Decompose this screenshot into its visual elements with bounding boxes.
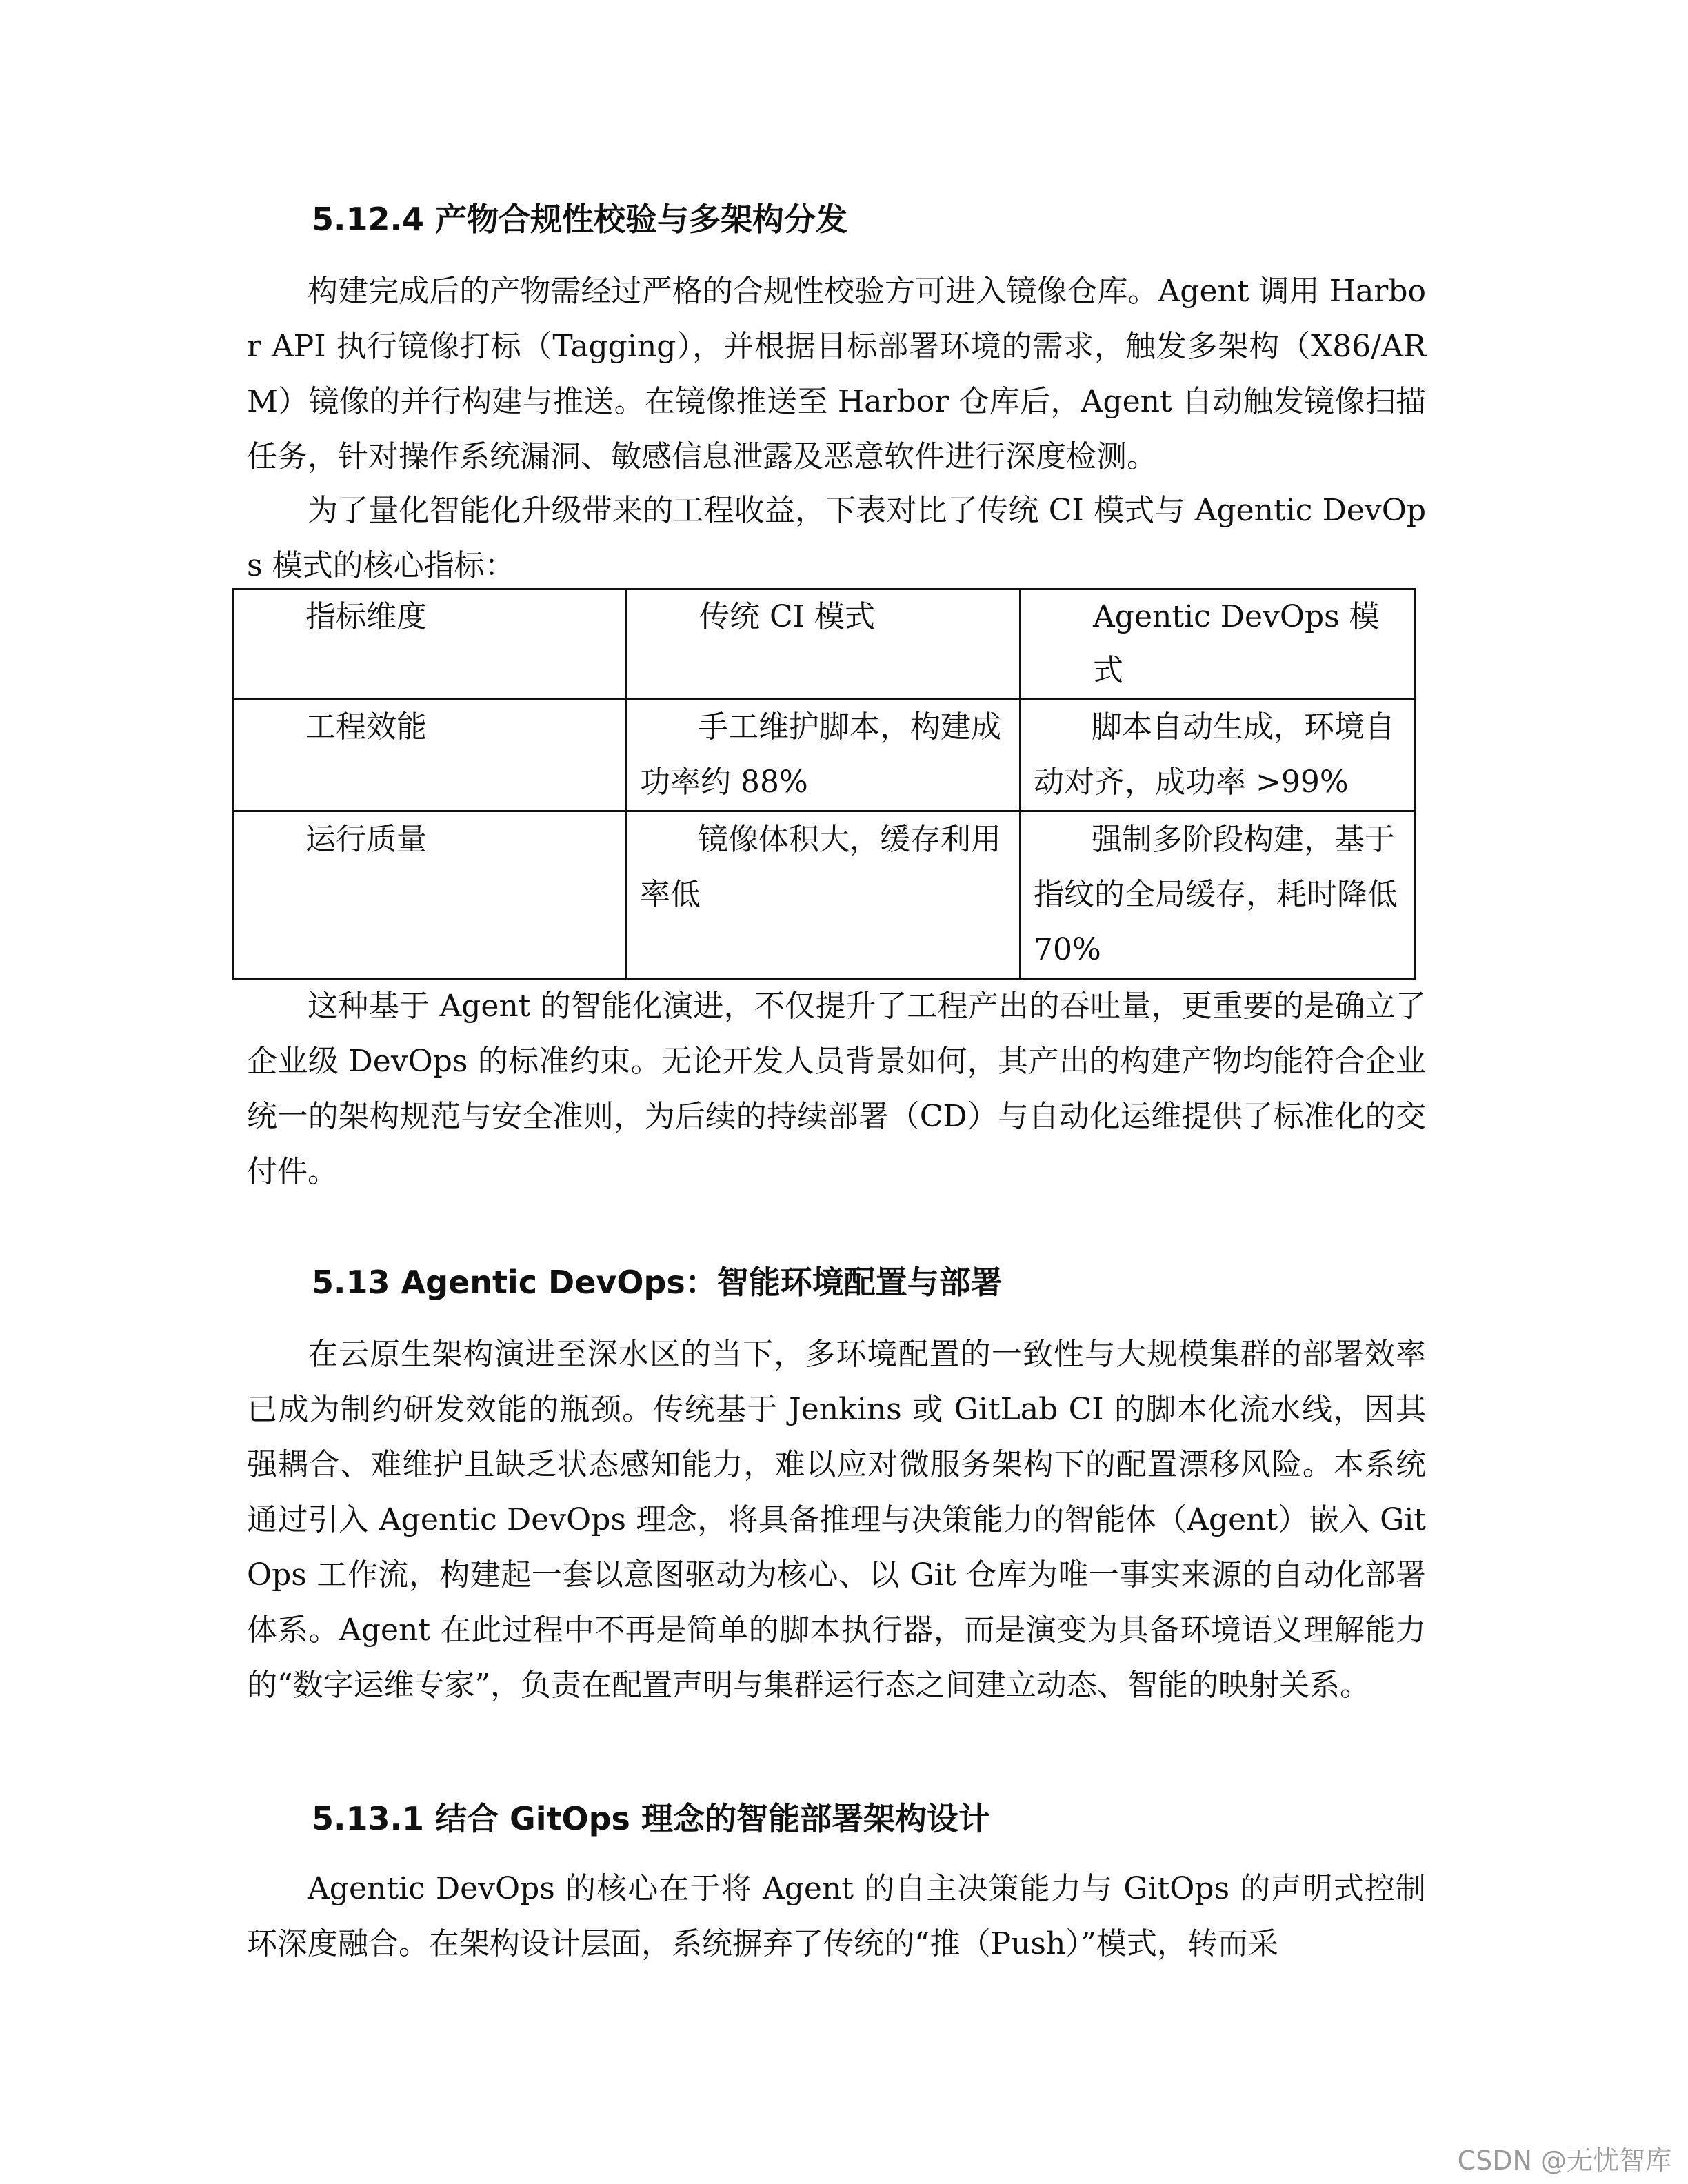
table-cell: 手工维护脚本，构建成功率约 88% xyxy=(627,699,1021,811)
table-cell-dimension: 运行质量 xyxy=(233,811,627,979)
table-cell: 镜像体积大，缓存利用率低 xyxy=(627,811,1021,979)
table-header-cell: 指标维度 xyxy=(233,589,627,699)
paragraph-agent-evolution: 这种基于 Agent 的智能化演进，不仅提升了工程产出的吞吐量，更重要的是确立了企业级 DevOps 的标准约束。无论开发人员背景如何，其产出的构建产物均能符合企业统一的架构规范与安全准则，为后续的持续部署（CD）与自动化运维提供了标准化的交付件。 xyxy=(247,989,1426,1189)
table-header-cell: Agentic DevOps 模式 xyxy=(1021,589,1415,699)
section-heading-5-13-1: 5.13.1 结合 GitOps 理念的智能部署架构设计 xyxy=(312,1800,990,1837)
table-cell: 脚本自动生成，环境自动对齐，成功率 >99% xyxy=(1021,699,1415,811)
paragraph-artifact-compliance: 构建完成后的产物需经过严格的合规性校验方可进入镜像仓库。Agent 调用 Harbor API 执行镜像打标（Tagging），并根据目标部署环境的需求，触发多架构（X86/ARM）镜像的并行构建与推送。在镜像推送至 Harbor 仓库后，Agent 自动触发镜像扫描任务，针对操作系统漏洞、敏感信息泄露及恶意软件进行深度检测。 xyxy=(247,274,1426,474)
comparison-table xyxy=(232,588,1416,980)
paragraph-table-intro: 为了量化智能化升级带来的工程收益，下表对比了传统 CI 模式与 Agentic DevOps 模式的核心指标： xyxy=(247,493,1426,583)
table-cell: 强制多阶段构建，基于指纹的全局缓存，耗时降低 70% xyxy=(1021,811,1415,979)
table-header-row xyxy=(233,589,1415,699)
watermark: CSDN @无忧智库 xyxy=(1457,2145,1671,2176)
section-heading-5-13: 5.13 Agentic DevOps：智能环境配置与部署 xyxy=(312,1264,1003,1301)
table-row xyxy=(233,699,1415,811)
paragraph-cloud-native-deploy: 在云原生架构演进至深水区的当下，多环境配置的一致性与大规模集群的部署效率已成为制约研发效能的瓶颈。传统基于 Jenkins 或 GitLab CI 的脚本化流水线，因其强耦合、难维护且缺乏状态感知能力，难以应对微服务架构下的配置漂移风险。本系统通过引入 Agentic DevOps 理念，将具备推理与决策能力的智能体（Agent）嵌入 GitOps 工作流，构建起一套以意图驱动为核心、以 Git 仓库为唯一事实来源的自动化部署体系。Agent 在此过程中不再是简单的脚本执行器，而是演变为具备环境语义理解能力的“数字运维专家”，负责在配置声明与集群运行态之间建立动态、智能的映射关系。 xyxy=(247,1337,1426,1703)
table-row xyxy=(233,811,1415,979)
paragraph-gitops-architecture: Agentic DevOps 的核心在于将 Agent 的自主决策能力与 GitOps 的声明式控制环深度融合。在架构设计层面，系统摒弃了传统的“推（Push）”模式，转而采 xyxy=(247,1871,1426,1961)
table-header-cell: 传统 CI 模式 xyxy=(627,589,1021,699)
section-heading-5-12-4: 5.12.4 产物合规性校验与多架构分发 xyxy=(312,201,847,238)
table-cell-dimension: 工程效能 xyxy=(233,699,627,811)
